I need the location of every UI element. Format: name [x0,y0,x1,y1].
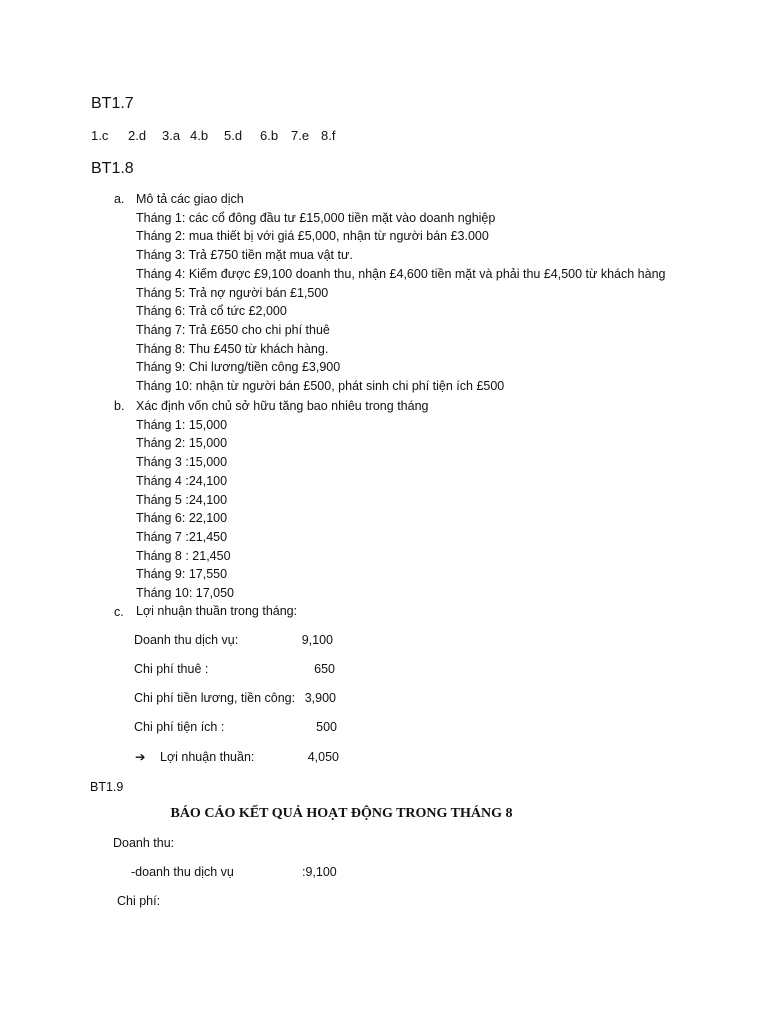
equity-list [136,397,428,603]
list-item: Tháng 6: 22,100 [136,511,228,526]
revenue-line-label: -doanh thu dịch vụ [131,865,234,879]
income-row-value: 3,900 [304,691,336,705]
list-item: Tháng 3 :15,000 [136,455,228,470]
list-marker-b: b. [114,399,125,413]
answer-2: 2.d [128,128,147,143]
answer-6: 6.b [260,128,279,143]
list-item: Tháng 10: nhận từ người bán £500, phát sinh chi phí tiện ích £500 [136,379,505,394]
income-row-value: 9,100 [301,633,333,647]
bt18-heading: BT1.8 [91,160,134,177]
bt17-heading: BT1.7 [91,95,134,112]
revenue-label: Doanh thu: [113,836,175,850]
answer-5: 5.d [224,128,243,143]
income-row-value: 500 [316,720,337,734]
list-item: Tháng 1: 15,000 [136,417,228,432]
list-item: Tháng 2: mua thiết bị với giá £5,000, nhận từ người bán £3.000 [136,229,489,244]
answer-7: 7.e [291,128,310,143]
answer-1: 1.c [91,128,109,143]
income-row-value: 650 [314,662,335,676]
answer-4: 4.b [190,128,209,143]
list-item: Tháng 4: Kiếm được £9,100 doanh thu, nhận £4,600 tiền mặt và phải thu £4,500 từ khách hàng [136,266,666,281]
net-income-value: 4,050 [307,750,339,764]
bt19-heading: BT1.9 [90,780,124,794]
answer-8: 8.f [321,128,336,143]
list-item: Tháng 10: 17,050 [136,586,234,601]
arrow-right-icon: ➔ [135,750,146,764]
income-row-label: Chi phí thuê : [134,662,209,676]
transactions-title: Mô tả các giao dịch [136,192,244,206]
list-item: Tháng 2: 15,000 [136,436,228,451]
list-item: Tháng 1: các cổ đông đầu tư £15,000 tiền mặt vào doanh nghiệp [136,210,496,225]
net-income-label: Lợi nhuận thuần: [160,750,255,764]
income-row-label: Chi phí tiện ích : [134,720,225,734]
list-marker-c: c. [114,605,124,619]
list-marker-a: a. [114,192,125,206]
list-item: Tháng 5 :24,100 [136,492,228,507]
equity-title: Xác định vốn chủ sở hữu tăng bao nhiêu trong tháng [136,399,429,413]
list-item: Tháng 8: Thu £450 từ khách hàng. [136,341,329,356]
net-income-title: Lợi nhuận thuần trong tháng: [136,604,298,618]
list-item: Tháng 6: Trả cổ tức £2,000 [136,304,287,319]
list-item: Tháng 5: Trả nợ người bán £1,500 [136,285,329,300]
income-row-label: Doanh thu dịch vụ: [134,633,239,647]
list-item: Tháng 9: Chi lương/tiền công £3,900 [136,360,341,375]
list-item: Tháng 9: 17,550 [136,567,228,582]
income-row-label: Chi phí tiền lương, tiền công: [134,691,296,705]
list-item: Tháng 4 :24,100 [136,473,228,488]
list-item: Tháng 7: Trả £650 cho chi phí thuê [136,322,330,337]
expense-label: Chi phí: [117,894,161,908]
answer-3: 3.a [162,128,181,143]
revenue-line-value: :9,100 [302,865,337,879]
list-item: Tháng 8 : 21,450 [136,548,231,563]
list-item: Tháng 3: Trả £750 tiền mặt mua vật tư. [136,248,353,263]
report-title: BÁO CÁO KẾT QUẢ HOẠT ĐỘNG TRONG THÁNG 8 [170,806,513,821]
transactions-list [136,190,665,396]
list-item: Tháng 7 :21,450 [136,529,228,544]
